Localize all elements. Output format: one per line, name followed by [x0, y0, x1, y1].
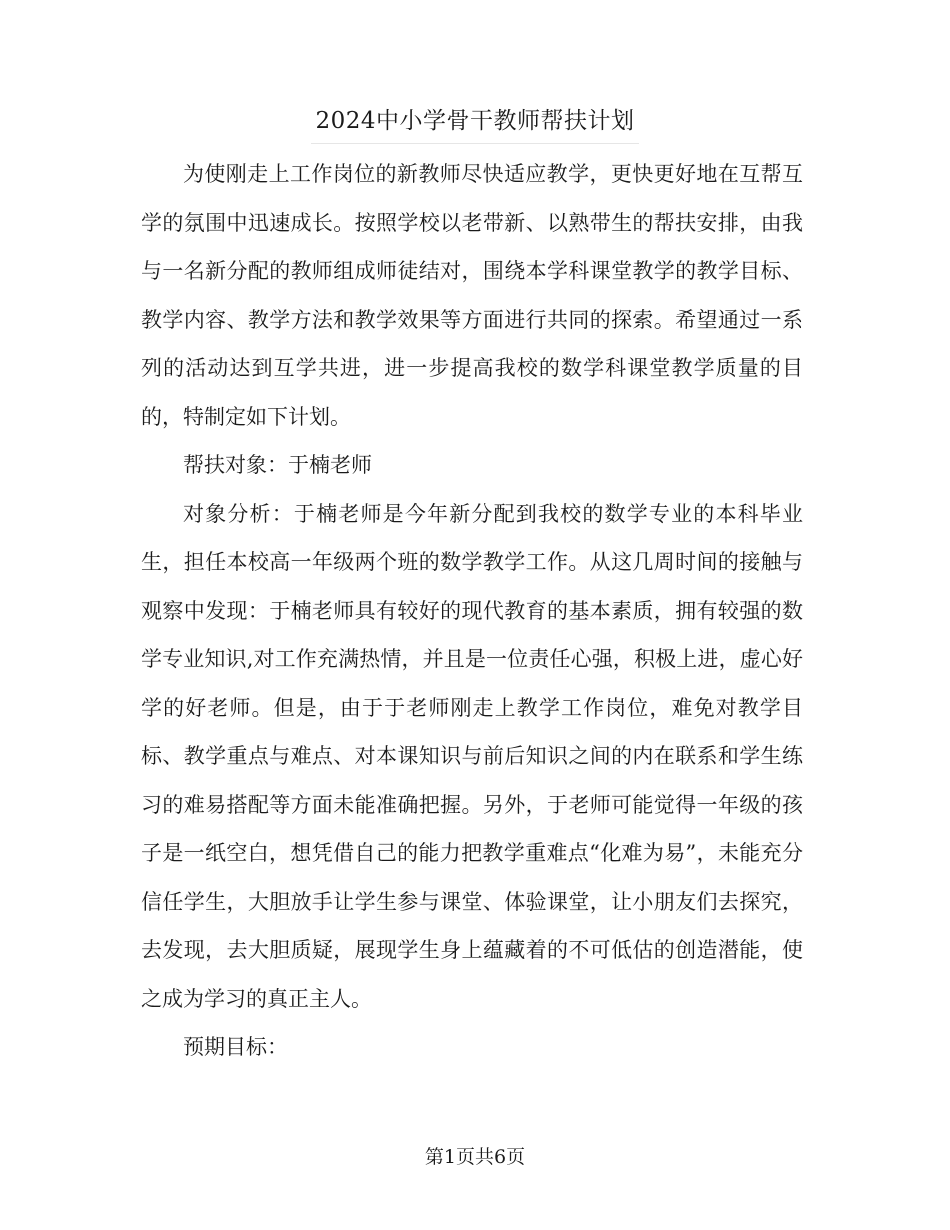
paragraph-analysis: 对象分析：于楠老师是今年新分配到我校的数学专业的本科毕业生，担任本校高一年级两个班的数学教学工作。从这几周时间的接触与观察中发现：于楠老师具有较好的现代教育的基本素质，拥有较强的数学专业知识,对工作充满热情，并且是一位责任心强，积极上进，虚心好学的好老师。但是，由于于老师刚走上教学工作岗位，难免对教学目标、教学重点与难点、对本课知识与前后知识之间的内在联系和学生练习的难易搭配等方面未能准确把握。另外，于老师可能觉得一年级的孩子是一纸空白，想凭借自己的能力把教学重难点“化难为易”，未能充分信任学生，大胆放手让学生参与课堂、体验课堂，让小朋友们去探究，去发现，去大胆质疑，展现学生身上蕴藏着的不可低估的创造潜能，使之成为学习的真正主人。: [141, 501, 803, 1011]
title-area: [0, 96, 950, 144]
paragraph-target: 帮扶对象：于楠老师: [183, 453, 372, 477]
page-number: 第1页共6页: [424, 1146, 526, 1168]
paragraph-goals-heading: 预期目标：: [183, 1035, 288, 1059]
document-body: [141, 150, 803, 1072]
paragraph-intro: 为使刚走上工作岗位的新教师尽快适应教学，更快更好地在互帮互学的氛围中迅速成长。按照学校以老带新、以熟带生的帮扶安排，由我与一名新分配的教师组成师徒结对，围绕本学科课堂教学的教学目标、教学内容、教学方法和教学效果等方面进行共同的探索。希望通过一系列的活动达到互学共进，进一步提高我校的数学科课堂教学质量的目的，特制定如下计划。: [141, 162, 803, 429]
document-title: 2024中小学骨干教师帮扶计划: [311, 96, 638, 144]
